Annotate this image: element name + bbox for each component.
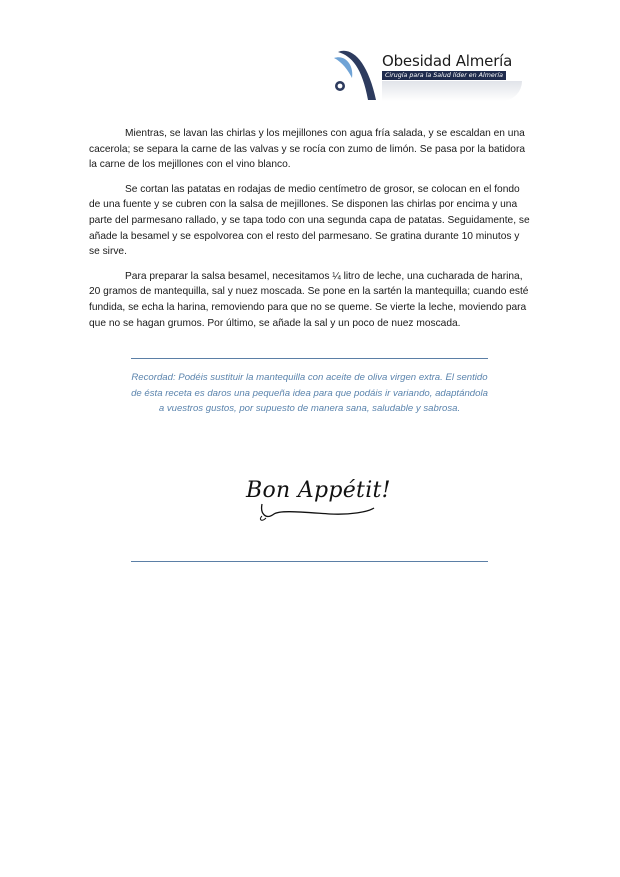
logo-emblem-icon xyxy=(332,44,384,102)
recipe-body xyxy=(89,126,531,340)
flourish-icon xyxy=(240,474,390,530)
logo-subtitle: Cirugía para la Salud líder en Almería xyxy=(382,71,506,80)
paragraph-1: Mientras, se lavan las chirlas y los mejillones con agua fría salada, y se escaldan en una cacerola; se separa la carne de las valvas y se rocía con zumo de limón. Se pasa por la batidora la carne de los mejillones con el vino blanco. xyxy=(89,128,526,171)
paragraph-2: Se cortan las patatas en rodajas de medio centímetro de grosor, se colocan en el fondo de una fuente y se cubren con la salsa de mejillones. Se disponen las chirlas por encima y una parte del parmesano rallado, y se tapa todo con una segunda capa de patatas. Seguidamente, se añade la besamel y se espolvorea con el resto del parmesano. Se gratina durante 10 minutos y se sirve. xyxy=(89,183,530,258)
divider-bottom xyxy=(131,561,488,562)
reminder-note: Recordad: Podéis sustituir la mantequilla con aceite de oliva virgen extra. El sentido de ésta receta es daros una pequeña idea para que podáis ir variando, adaptándola a vuestros gustos, por supuesto de manera sana, saludable y sabrosa. xyxy=(131,372,488,415)
signoff-text: Bon Appétit! xyxy=(246,478,391,503)
logo-title: Obesidad Almería xyxy=(382,52,513,70)
obesidad-almeria-logo xyxy=(332,44,522,102)
bon-appetit-signoff xyxy=(240,474,390,530)
paragraph-3: Para preparar la salsa besamel, necesitamos ¼ litro de leche, una cucharada de harina, 20 gramos de mantequilla, sal y nuez moscada. Se pone en la sartén la mantequilla; cuando esté fundida, se echa la harina, removiendo para que no se queme. Se vierte la leche, moviendo para que no se hagan grumos. Por último, se añade la sal y un poco de nuez moscada. xyxy=(89,270,529,329)
divider-top xyxy=(131,358,488,359)
logo-swoosh xyxy=(382,81,522,101)
